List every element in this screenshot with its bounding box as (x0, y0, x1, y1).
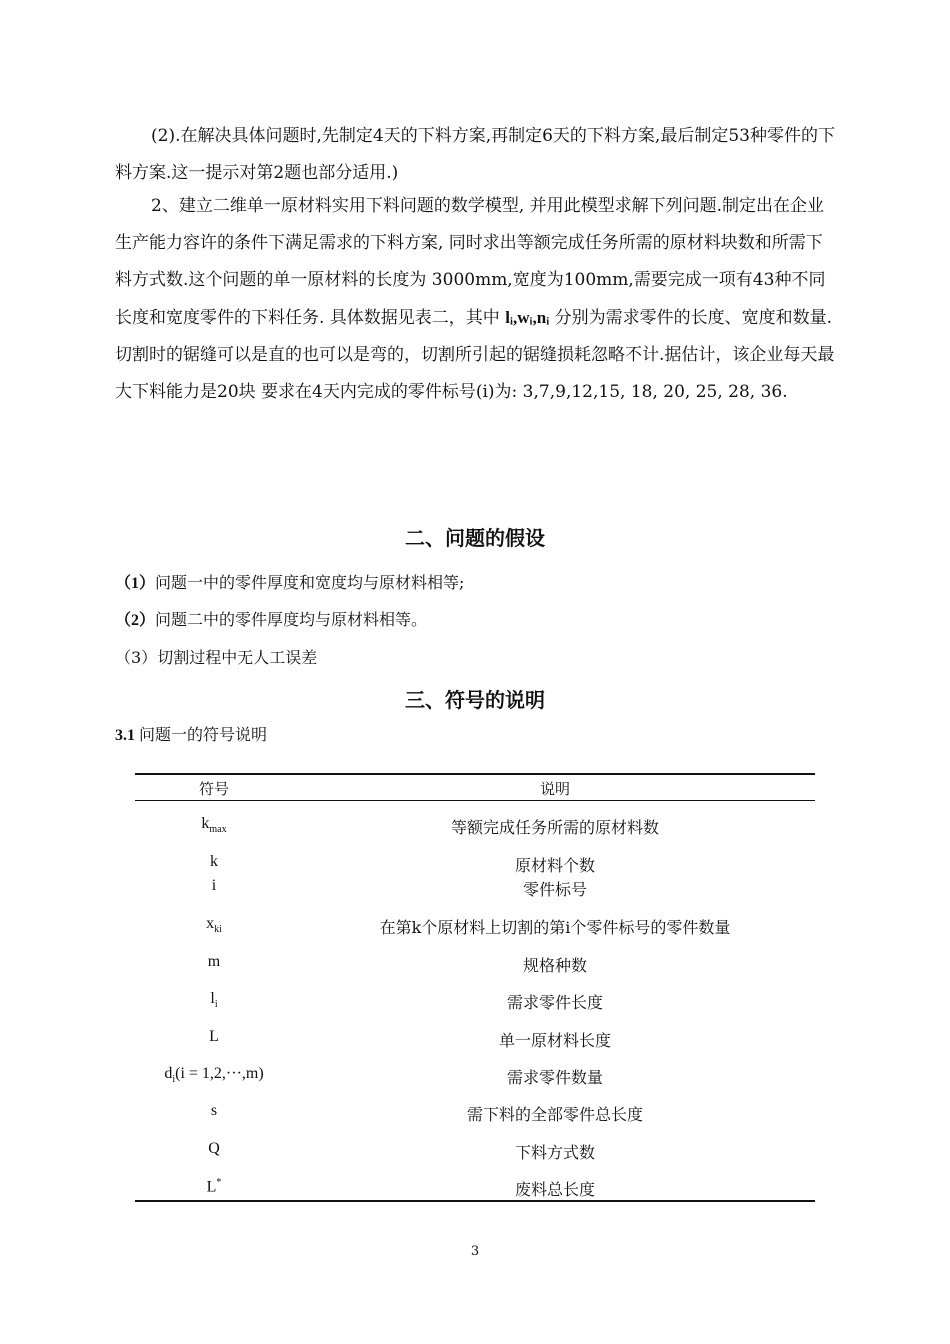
symbol-main: s (210, 1102, 218, 1119)
assumption-1-text: 问题一中的零件厚度和宽度均与原材料相等; (155, 573, 465, 592)
assumption-3-num: （3） (115, 648, 158, 667)
symbol-main: i (211, 877, 217, 894)
table-header-desc: 说明 (539, 780, 570, 798)
symbol-cell (134, 1065, 294, 1085)
paragraph-hint: (2).在解决具体问题时,先制定4天的下料方案,再制定6天的下料方案,最后制定53种零件的下料方案.这一提示对第2题也部分适用.) (115, 126, 835, 183)
symbol-cell (134, 877, 294, 895)
assumption-2-text: 问题二中的零件厚度均与原材料相等。 (155, 610, 428, 629)
symbol-description: 需求零件长度 (506, 993, 603, 1012)
symbol-description: 需下料的全部零件总长度 (466, 1105, 643, 1124)
symbol-cell (134, 853, 294, 871)
assumption-2 (115, 607, 427, 630)
table-header-symbol: 符号 (198, 782, 229, 798)
paragraph-problem-2 (115, 188, 850, 411)
table-bottom-rule (135, 1200, 815, 1202)
subsection-number: 3.1 (115, 727, 135, 744)
symbol-cell (134, 1177, 294, 1196)
problem-2-text: 2、建立二维单一原材料实用下料问题的数学模型, 并用此模型求解下列问题.制定出在企业生产能力容许的条件下满足需求的下料方案, 同时求出等额完成任务所需的原材料块数和所需下料方式数.这个问题的单一原材料的长度为 3000mm,宽度为100mm,需要完成一项有43种不同长度和宽度零件的下料任务. 具体数据见表二，其中 (115, 196, 826, 328)
symbol-description: 单一原材料长度 (498, 1031, 611, 1050)
symbol-description: 在第k个原材料上切割的第i个零件标号的零件数量 (379, 918, 731, 937)
problem-2-symbols: lᵢ,wᵢ,nᵢ (505, 308, 550, 327)
assumption-1-num: （1） (115, 575, 156, 592)
symbol-subscript: i (214, 999, 218, 1011)
symbol-superscript: * (216, 1177, 222, 1188)
subsection-title: 问题一的符号说明 (139, 725, 268, 744)
problem-2-text-cont: 分别为需求零件的长度、宽度和数量. 切割时的锯缝可以是直的也可以是弯的，切割所引起的锯缝损耗忽略不计.据估计，该企业每天最大下料能力是20块 要求在4天内完成的零件标号(i)为: 3,7,9,12,15, 18, 20, 25, 28, 36. (115, 308, 850, 402)
symbol-main: Q (208, 1140, 220, 1157)
symbol-main: x (206, 915, 215, 932)
symbol-cell (134, 815, 294, 835)
symbol-description: 零件标号 (522, 880, 587, 899)
symbol-cell (134, 1028, 294, 1046)
symbol-main: d (164, 1065, 173, 1082)
symbol-main: k (201, 815, 210, 832)
symbol-description: 废料总长度 (514, 1180, 595, 1199)
symbol-description: 规格种数 (522, 956, 587, 975)
symbol-cell (134, 990, 294, 1010)
symbol-cell (134, 953, 294, 971)
assumption-2-num: （2） (115, 612, 156, 629)
symbol-index-range: (i = 1,2,···,m) (175, 1065, 264, 1082)
symbol-description: 原材料个数 (514, 856, 595, 875)
symbol-subscript: ki (214, 924, 222, 936)
symbol-main: k (210, 853, 218, 870)
table-header-rule (135, 800, 815, 801)
page-number: 3 (470, 1244, 480, 1259)
symbol-main: L (206, 1178, 217, 1196)
symbol-subscript: i (172, 1074, 176, 1086)
table-top-rule (135, 773, 815, 775)
symbol-main: m (207, 953, 221, 970)
assumption-3 (115, 645, 317, 668)
symbol-main: l (210, 990, 215, 1007)
symbol-cell (134, 1102, 294, 1120)
symbol-subscript: max (209, 824, 227, 836)
symbol-description: 下料方式数 (514, 1143, 595, 1162)
symbol-cell (134, 915, 294, 935)
section-title-assumptions: 二、问题的假设 (405, 526, 545, 550)
symbol-main: L (209, 1028, 219, 1045)
assumption-3-text: 切割过程中无人工误差 (157, 648, 318, 667)
symbol-description: 等额完成任务所需的原材料数 (450, 818, 659, 837)
assumption-1 (115, 570, 464, 593)
section-title-symbols: 三、符号的说明 (405, 688, 545, 712)
symbol-cell (134, 1140, 294, 1158)
symbol-description: 需求零件数量 (506, 1068, 603, 1087)
subsection-heading (115, 722, 267, 745)
